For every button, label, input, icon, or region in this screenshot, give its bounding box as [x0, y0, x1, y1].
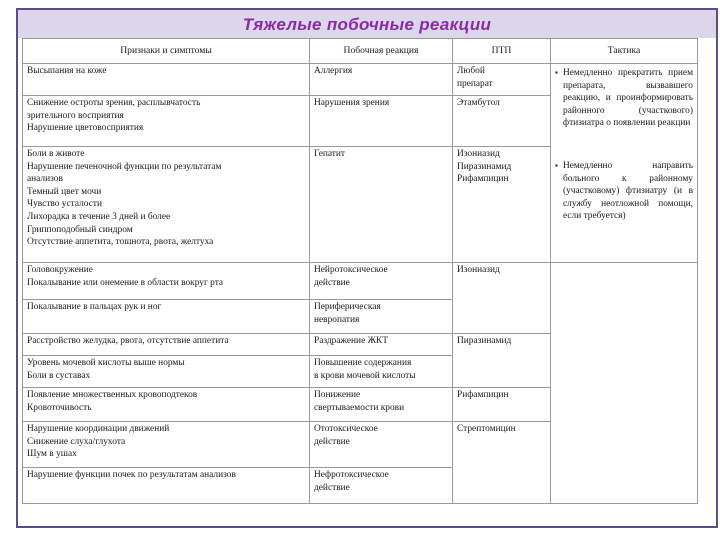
cell-line: Периферическая — [314, 302, 381, 312]
cell-symptoms — [23, 96, 310, 147]
cell-reaction — [310, 468, 453, 504]
cell-line: анализов — [27, 174, 63, 185]
cell-line: Этамбутол — [457, 98, 500, 108]
cell-line: Раздражение ЖКТ — [314, 336, 388, 346]
cell-symptoms — [23, 468, 310, 504]
cell-symptoms — [23, 64, 310, 96]
cell-line: Чувство усталости — [27, 199, 102, 210]
cell-line: Аллергия — [314, 66, 353, 76]
cell-tactics-empty — [551, 263, 698, 504]
cell-line: Нарушение координации движений — [27, 424, 170, 434]
tactic-text: Немедленно направить больного к районному (участковому) фтизиатру (и в службу неотложной помощи, если требуется) — [563, 160, 693, 222]
cell-drug — [453, 147, 551, 263]
cell-line: Высыпания на коже — [27, 66, 107, 76]
cell-line: Любой — [457, 66, 485, 76]
cell-reaction — [310, 300, 453, 334]
header-symptoms: Признаки и симптомы — [23, 39, 310, 64]
cell-line: Ототоксическое — [314, 424, 378, 434]
cell-symptoms — [23, 300, 310, 334]
cell-line: Понижение — [314, 390, 361, 400]
header-drug: ПТП — [453, 39, 551, 64]
title-bar — [18, 10, 716, 38]
cell-line: Стрептомицин — [457, 424, 516, 434]
header-tactics: Тактика — [551, 39, 698, 64]
cell-reaction — [310, 64, 453, 96]
cell-line: Покалывание в пальцах рук и ног — [27, 302, 162, 312]
cell-line: Темный цвет мочи — [27, 186, 102, 197]
page-title: Тяжелые побочные реакции — [242, 15, 492, 34]
cell-line: Боли в суставах — [27, 370, 91, 381]
cell-line: Нарушения зрения — [314, 98, 390, 108]
cell-line: Нарушение цветовосприятия — [27, 123, 144, 134]
tactic-gap — [555, 130, 693, 158]
cell-symptoms — [23, 334, 310, 356]
cell-tactics — [551, 64, 698, 263]
cell-line: Покалывание или онемение в области вокруг рта — [27, 277, 224, 288]
cell-drug — [453, 388, 551, 422]
cell-reaction — [310, 96, 453, 147]
bullet-icon: ▪ — [555, 160, 558, 170]
cell-line: Изониазид — [457, 149, 500, 159]
cell-line: Шум в ушах — [27, 449, 77, 460]
header-reaction: Побочная реакция — [310, 39, 453, 64]
side-effects-table — [22, 38, 698, 504]
cell-symptoms — [23, 263, 310, 300]
header-row — [23, 39, 698, 64]
cell-line: Появление множественных кровоподтеков — [27, 390, 198, 400]
cell-symptoms — [23, 356, 310, 388]
cell-reaction — [310, 334, 453, 356]
cell-symptoms — [23, 422, 310, 468]
cell-line: Боли в животе — [27, 149, 85, 159]
cell-line: Снижение слуха/глухота — [27, 436, 126, 447]
cell-line: действие — [314, 436, 350, 447]
cell-line: Пиразинамид — [457, 161, 512, 172]
cell-line: Нефротоксическое — [314, 470, 389, 480]
cell-line: Лихорадка в течение 3 дней и более — [27, 211, 171, 222]
cell-drug — [453, 422, 551, 504]
cell-line: в крови мочевой кислоты — [314, 370, 416, 381]
cell-line: зрительного восприятия — [27, 110, 124, 121]
cell-line: Головокружение — [27, 265, 93, 275]
bullet-icon: ▪ — [555, 68, 558, 77]
table-row — [23, 263, 698, 300]
cell-line: Гриппоподобный синдром — [27, 224, 133, 235]
cell-line: Расстройство желудка, рвота, отсутствие аппетита — [27, 336, 229, 346]
cell-line: Кровоточивость — [27, 402, 92, 413]
cell-line: действие — [314, 277, 350, 288]
cell-drug — [453, 263, 551, 334]
cell-line: свертываемости крови — [314, 402, 405, 413]
cell-drug — [453, 64, 551, 96]
tactic-item — [555, 65, 693, 130]
table-row — [23, 64, 698, 96]
cell-line: невропатия — [314, 314, 360, 325]
cell-line: Снижение остроты зрения, расплывчатость — [27, 98, 201, 108]
cell-drug — [453, 334, 551, 388]
cell-line: препарат — [457, 78, 493, 89]
cell-reaction — [310, 147, 453, 263]
cell-symptoms — [23, 147, 310, 263]
cell-line: Изониазид — [457, 265, 500, 275]
cell-reaction — [310, 263, 453, 300]
cell-line: Отсутствие аппетита, тошнота, рвота, желтуха — [27, 237, 214, 248]
cell-line: Рифампицин — [457, 390, 509, 400]
cell-reaction — [310, 388, 453, 422]
cell-line: Повышение содержания — [314, 358, 412, 368]
cell-line: Нейротоксическое — [314, 265, 388, 275]
tactic-item — [555, 158, 693, 223]
cell-reaction — [310, 356, 453, 388]
cell-line: Рифампицин — [457, 174, 509, 185]
cell-line: Гепатит — [314, 149, 346, 159]
cell-line: Уровень мочевой кислоты выше нормы — [27, 358, 185, 368]
cell-drug — [453, 96, 551, 147]
tactic-text: Немедленно прекратить прием препарата, вызвавшего реакцию, и проинформировать районного (участкового) фтизиатра о появлении реакции — [563, 68, 693, 129]
cell-line: Пиразинамид — [457, 336, 512, 346]
cell-line: Нарушение печеночной функции по результатам — [27, 161, 222, 172]
cell-symptoms — [23, 388, 310, 422]
cell-reaction — [310, 422, 453, 468]
cell-line: действие — [314, 482, 350, 493]
cell-line: Нарушение функции почек по результатам анализов — [27, 470, 236, 480]
